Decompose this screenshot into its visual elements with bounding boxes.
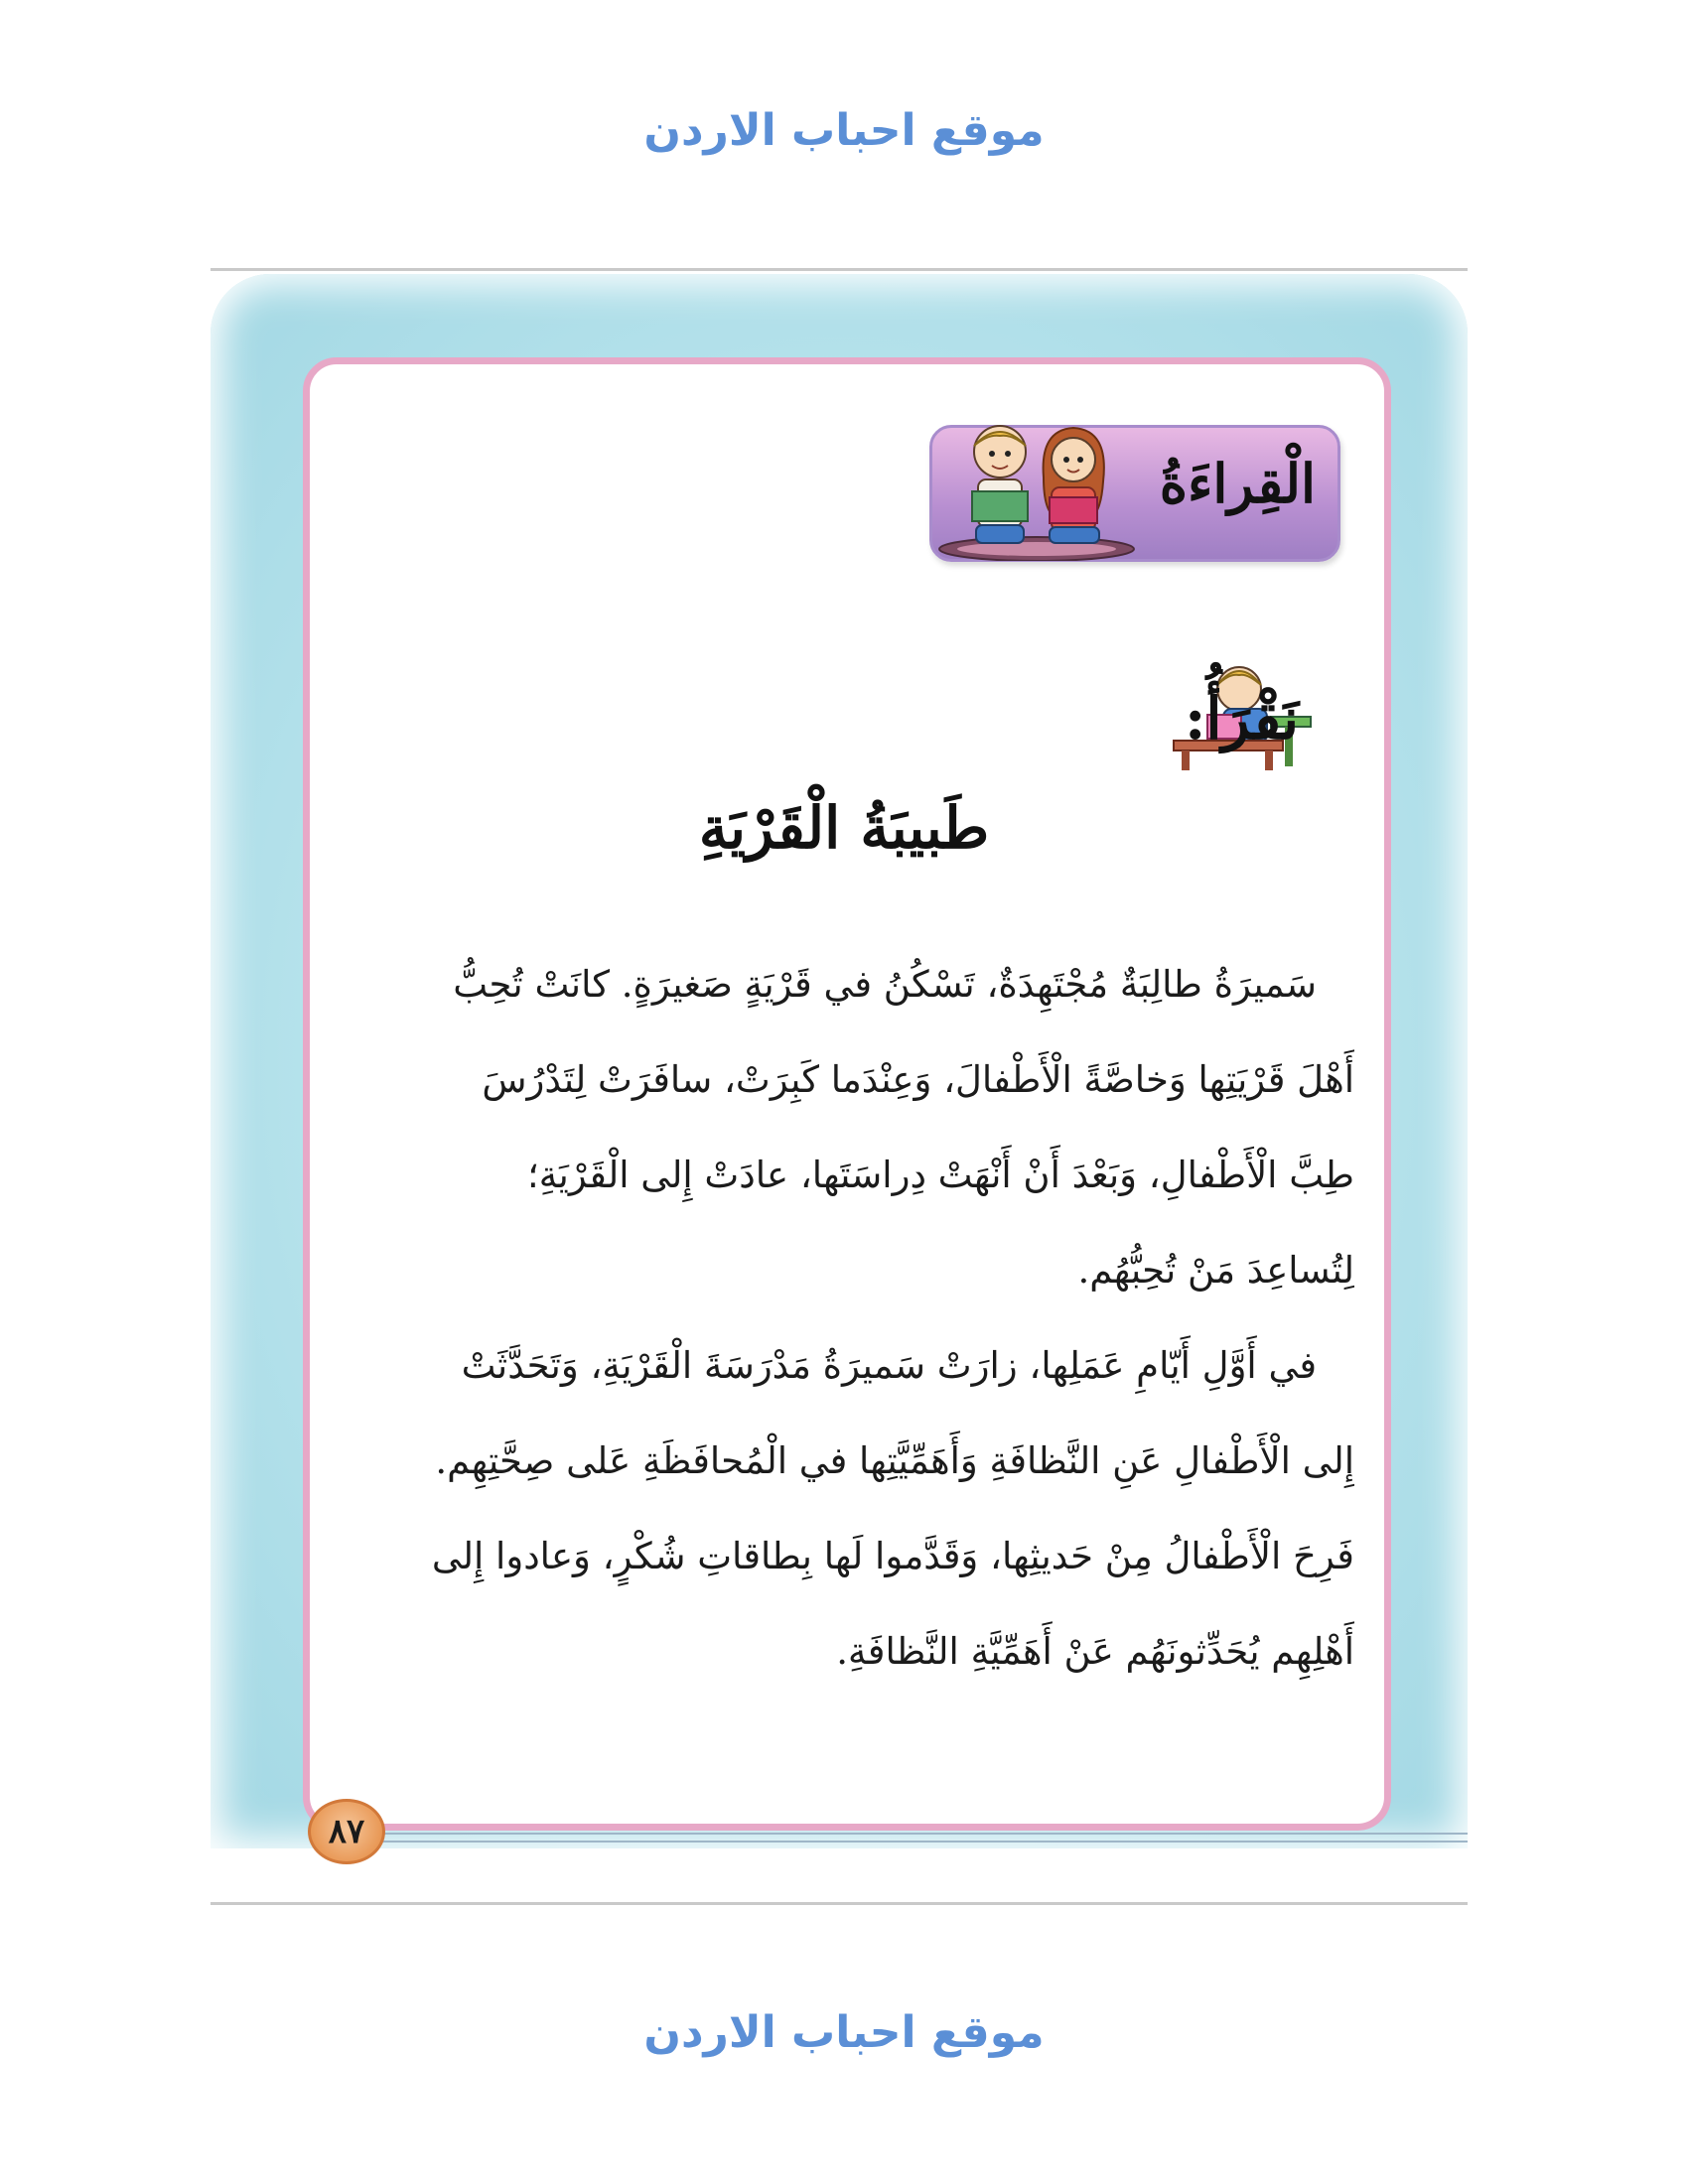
story-paragraph-1	[340, 937, 1354, 1318]
bottom-rule	[357, 1833, 1468, 1843]
story-paragraph-2	[340, 1318, 1354, 1700]
paragraph-line: سَميرَةُ طالِبَةٌ مُجْتَهِدَةٌ، تَسْكُنُ في قَرْيَةٍ صَغيرَةٍ. كانَتْ تُحِبُّ	[453, 963, 1317, 1006]
paragraph-line: إِلى الْأَطْفالِ عَنِ النَّظافَةِ وَأَهَمِّيَّتِها في الْمُحافَظَةِ عَلى صِحَّتِهِم.	[435, 1439, 1354, 1482]
paragraph-line: طِبَّ الْأَطْفالِ، وَبَعْدَ أَنْ أَنْهَتْ دِراسَتَها، عادَتْ إِلى الْقَرْيَةِ؛	[526, 1154, 1354, 1196]
section-title: الْقِراءَةُ	[1159, 452, 1316, 515]
paragraph-line: أَهْلِهِم يُحَدِّثونَهُم عَنْ أَهَمِّيَّةِ النَّظافَةِ.	[836, 1630, 1354, 1673]
paragraph-line: لِتُساعِدَ مَنْ تُحِبُّهُم.	[1077, 1249, 1354, 1292]
paragraph-line: في أَوَّلِ أَيّامِ عَمَلِها، زارَتْ سَميرَةُ مَدْرَسَةَ الْقَرْيَةِ، وَتَحَدَّثَتْ	[461, 1344, 1317, 1387]
bottom-divider	[211, 1902, 1468, 1905]
reading-section-banner	[929, 425, 1340, 562]
lesson-subheading: نَقْرَأُ:	[1184, 685, 1299, 752]
story-title: طَبيبَةُ الْقَرْيَةِ	[698, 794, 990, 862]
watermark-bottom: موقع احباب الاردن	[643, 2007, 1045, 2058]
children-reading-icon	[932, 412, 1141, 561]
watermark-top: موقع احباب الاردن	[643, 105, 1045, 156]
top-divider	[211, 268, 1468, 271]
paragraph-line: أَهْلَ قَرْيَتِها وَخاصَّةً الْأَطْفالَ، وَعِنْدَما كَبِرَتْ، سافَرَتْ لِتَدْرُسَ	[482, 1058, 1354, 1101]
page-number: ٨٧	[308, 1799, 385, 1864]
paragraph-line: فَرِحَ الْأَطْفالُ مِنْ حَديثِها، وَقَدَّموا لَها بِطاقاتِ شُكْرٍ، وَعادوا إِلى	[431, 1535, 1354, 1577]
